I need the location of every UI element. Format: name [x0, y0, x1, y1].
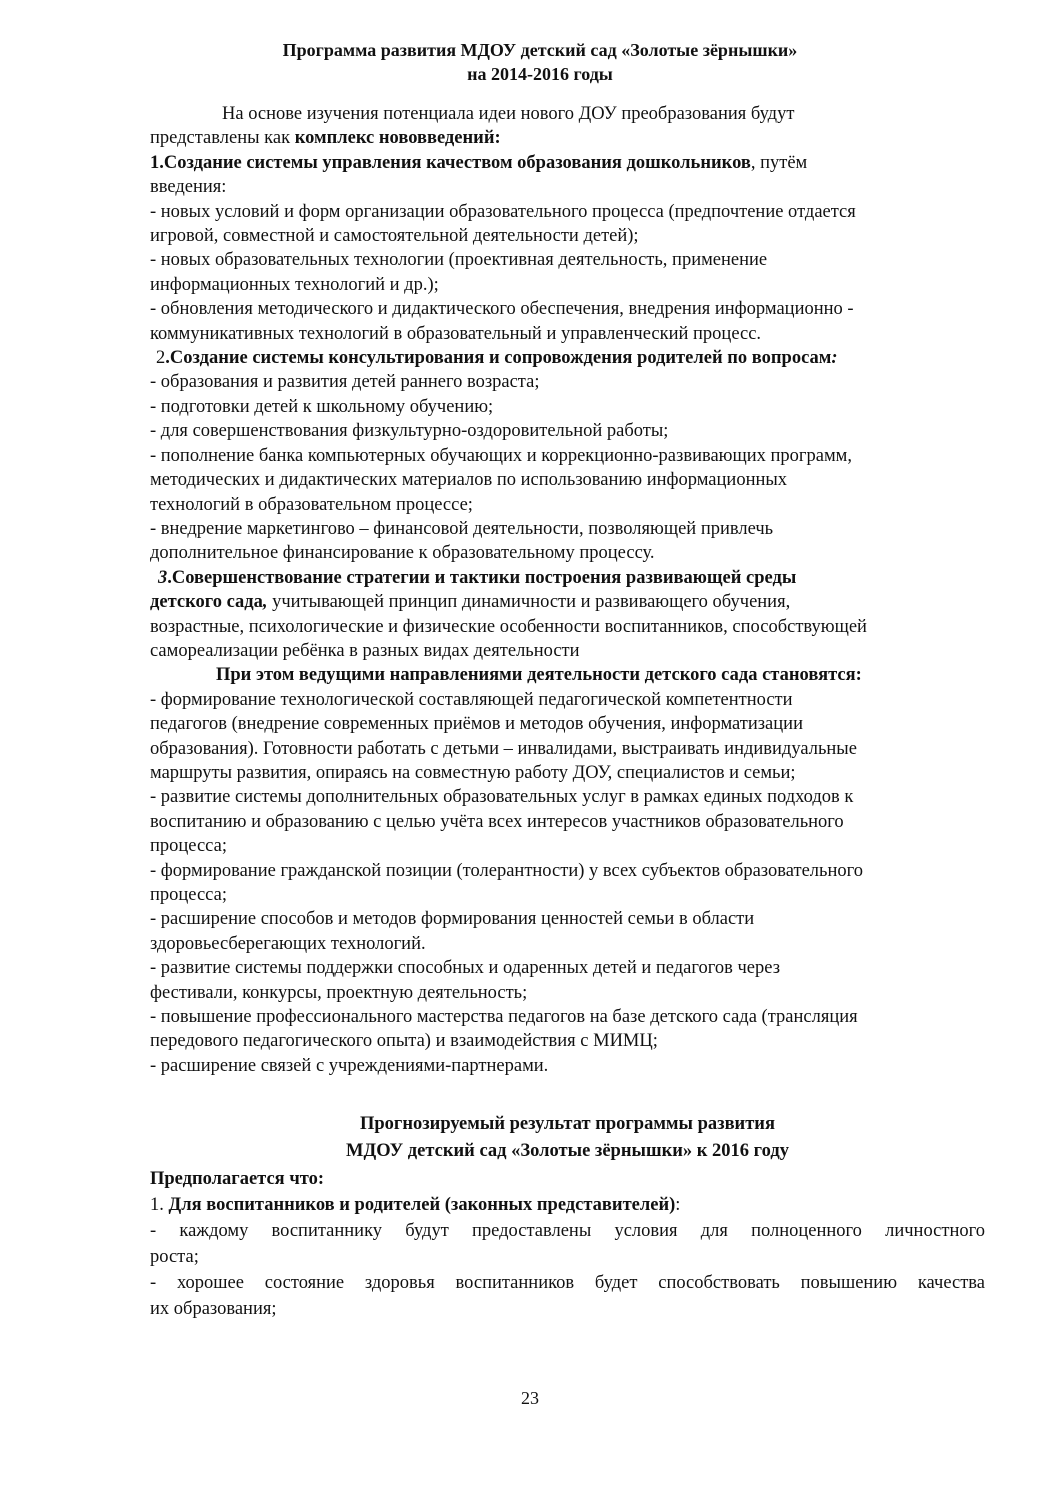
section2-item: - образования и развития детей раннего возраста;: [150, 372, 540, 393]
section3-heading: [150, 566, 1000, 590]
section1-item: информационных технологий и др.);: [150, 274, 439, 295]
section1-item: игровой, совместной и самостоятельной деятельности детей);: [150, 226, 639, 247]
directions-item: - формирование гражданской позиции (толерантности) у всех субъектов образовательного: [150, 860, 863, 881]
section3-line2: [150, 590, 1000, 614]
page-number: 23: [521, 1388, 539, 1408]
directions-item: маршруты развития, опираясь на совместную работу ДОУ, специалистов и семьи;: [150, 762, 796, 783]
section2-item: - внедрение маркетингово – финансовой деятельности, позволяющей привлечь: [150, 518, 774, 539]
section3-heading-bold: .Совершенствование стратегии и тактики построения развивающей среды: [167, 567, 797, 588]
section2-item: методических и дидактических материалов по использованию информационных: [150, 470, 788, 491]
section2-item: технологий в образовательном процессе;: [150, 494, 473, 515]
results-item-line: их образования;: [150, 1299, 277, 1319]
directions-item: - расширение способов и методов формирования ценностей семьи в области: [150, 909, 755, 930]
results-point1-colon: :: [675, 1195, 681, 1215]
directions-item: - развитие системы дополнительных образовательных услуг в рамках единых подходов к: [150, 787, 854, 808]
document-title-line2: на 2014-2016 годы: [467, 64, 613, 84]
directions-item: - формирование технологической составляющей педагогической компетентности: [150, 689, 793, 710]
results-item-line: роста;: [150, 1247, 199, 1267]
intro-line2: [150, 126, 1000, 150]
directions-item: процесса;: [150, 885, 227, 905]
section3-line2-rest: учитывающей принцип динамичности и развивающего обучения,: [267, 592, 791, 613]
results-point1-number: 1.: [150, 1195, 169, 1215]
directions-item: - развитие системы поддержки способных и одаренных детей и педагогов через: [150, 958, 781, 979]
directions-item: передового педагогического опыта) и взаимодействия с МИМЦ;: [150, 1031, 658, 1052]
results-item-line: - хорошее состояние здоровья воспитанников будет способствовать повышению качества: [150, 1273, 985, 1293]
section2-number: 2: [156, 348, 166, 369]
results-point1-bold: Для воспитанников и родителей (законных представителей): [168, 1195, 676, 1215]
directions-item: процесса;: [150, 836, 227, 857]
document-title-line1: Программа развития МДОУ детский сад «Золотые зёрнышки»: [282, 40, 798, 60]
section1-item: - обновления методического и дидактического обеспечения, внедрения информационно -: [150, 299, 854, 320]
section1-heading-rest: , путём: [750, 152, 808, 173]
section3-item: возрастные, психологические и физические особенности воспитанников, способствующей: [150, 616, 867, 637]
intro-bold-text: комплекс нововведений:: [294, 128, 501, 149]
section1-item: - новых образовательных технологии (проективная деятельность, применение: [150, 250, 768, 271]
section1-heading: [150, 151, 1000, 175]
section2-heading-colon: :: [831, 348, 838, 369]
section1-heading-bold: 1.Создание системы управления качеством образования дошкольников: [150, 152, 751, 173]
results-item-line: - каждому воспитаннику будут предоставлены условия для полноценного личностного: [150, 1221, 985, 1241]
section1-line2: введения:: [150, 177, 227, 198]
directions-item: педагогов (внедрение современных приёмов и методов обучения, информатизации: [150, 714, 803, 735]
section2-item: дополнительное финансирование к образовательному процессу.: [150, 543, 655, 564]
document-body: [150, 102, 1000, 1078]
directions-item: здоровьесберегающих технологий.: [150, 933, 426, 954]
intro-text: представлены как: [150, 128, 295, 149]
section3-line2-comma: ,: [262, 592, 268, 613]
directions-item: воспитанию и образованию с целью учёта всех интересов участников образовательного: [150, 811, 844, 832]
directions-item: образования). Готовности работать с детьми – инвалидами, выстраивать индивидуальные: [150, 738, 857, 759]
section2-item: - подготовки детей к школьному обучению;: [150, 396, 494, 417]
results-section: [150, 1111, 985, 1322]
directions-item: - расширение связей с учреждениями-партнерами.: [150, 1055, 549, 1076]
section2-item: - для совершенствования физкультурно-оздоровительной работы;: [150, 421, 669, 442]
results-assumed: Предполагается что:: [150, 1169, 325, 1189]
results-point1: [150, 1192, 985, 1218]
results-heading-line1: Прогнозируемый результат программы развития: [360, 1114, 775, 1134]
section3-line2-bold: детского сада: [150, 592, 263, 613]
section3-number: 3: [158, 567, 168, 588]
intro-line1: На основе изучения потенциала идеи нового ДОУ преобразования будут: [222, 104, 795, 124]
directions-heading: При этом ведущими направлениями деятельности детского сада становятся:: [216, 665, 862, 686]
results-heading-line2: МДОУ детский сад «Золотые зёрнышки» к 2016 году: [346, 1141, 789, 1161]
section1-item: - новых условий и форм организации образовательного процесса (предпочтение отдается: [150, 201, 856, 222]
section3-item: самореализации ребёнка в разных видах деятельности: [150, 640, 580, 661]
section2-item: - пополнение банка компьютерных обучающих и коррекционно-развивающих программ,: [150, 445, 852, 466]
section1-item: коммуникативных технологий в образовательный и управленческий процесс.: [150, 323, 762, 344]
directions-item: - повышение профессионального мастерства педагогов на базе детского сада (трансляция: [150, 1007, 858, 1028]
section2-heading: [150, 346, 1000, 370]
section2-heading-bold: .Создание системы консультирования и сопровождения родителей по вопросам: [165, 348, 832, 369]
directions-item: фестивали, конкурсы, проектную деятельность;: [150, 982, 528, 1003]
